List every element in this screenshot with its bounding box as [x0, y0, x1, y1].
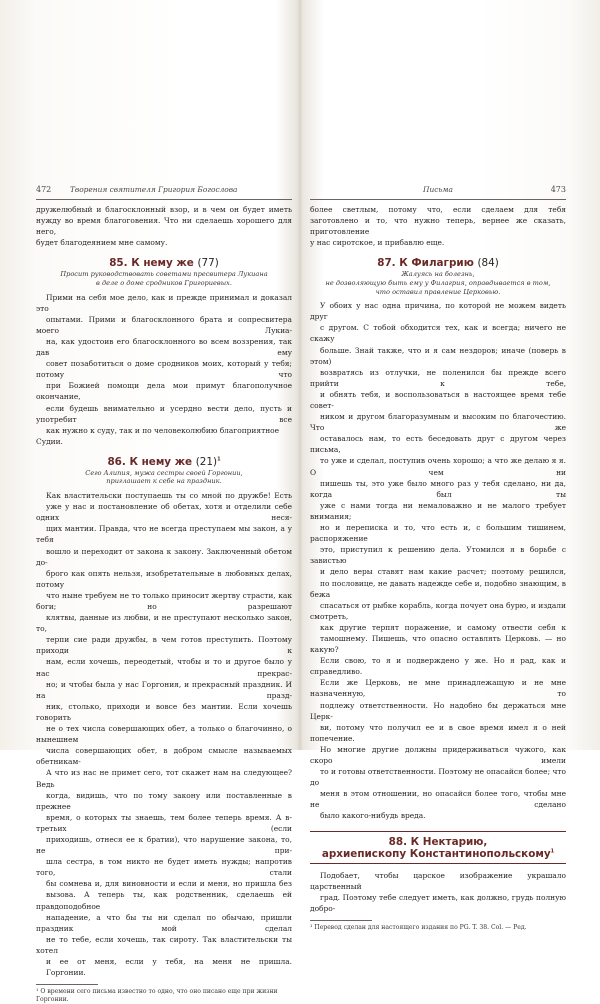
text-line: дружелюбный и благосклонный взор, и в чем он будет иметь [36, 205, 292, 214]
text-line: нужду во время благоговения. Что ни сделаешь хорошего для него, [36, 216, 292, 237]
left-footnote-rule [36, 984, 98, 985]
left-footnote: ¹ О времени сего письма известно то одно, что оно писано еще при жизни Горгонии. [36, 988, 278, 1004]
left-intro-paragraph [36, 204, 292, 248]
letter-86-subtitle: Сего Алипия, мужа сестры своей Горгонии, приглашает к себе на праздник. [85, 468, 243, 486]
text-line: будет благодеянием мне самому. [36, 238, 168, 248]
right-footnote: ¹ Перевод сделан для настоящего издания по PG. T. 38. Col. — Ред. [310, 923, 527, 931]
right-page [310, 185, 566, 932]
letter-87-subtitle: Жалуясь на болезнь, не дозволяющую быть ему у Филагрия, оправдывается в том, что оставил правление Церковью. [325, 270, 551, 296]
letter-88-body: Подобает, чтобы царское изображение украшало царственный град. Поэтому тебе следует иметь, как должно, грудь полную добро- [310, 870, 566, 913]
letter-86-title: 86. К нему же $(21)^1$ [107, 455, 221, 468]
letter-85-title: 85. К нему же (77) [109, 257, 219, 270]
letter-86-body: Как властительски поступаешь ты со мной по дружбе! Есть уже у нас и постановление об обетах, хотя и отделили себе одних неся- щих мантии. Правда, что не всегда преступаем мы закон, а у тебя вошло и переходит от закона к закону. Заключенный обетом до- брого как опять нельзя, изобретательные в любовных делах, потому что ныне требуем не то только приносит жертву страсти, как боги; но разрешают клятвы, данные из любви, и не преступают несколько закон, то, терпи сие ради дружбы, в чем готов преступить. Поэтому приходи к нам, если хочешь, переодетый, чтобы и то и другое было у нас прекрас- но; и чтобы была у нас Горгония, и прекрасный праздник. И на празд- ник, столько, приходи и вовсе без мантии. Если хочешь говорить не о тех числа совершающих обет, а только о благочинно, о нынешнем числа совершающих обет, в добром смысле называемых обетникам- А что из нас не примет сего, тот скажет нам на следующее? Ведь когда, видишь, что по тому закону или поставленные в прежнее время, о которых ты знаешь, тем более теперь время. А в-третьих (если приходишь, отнеся ее к братии), что нарушение закона, то, не при- шла сестра, в том никто не будет иметь нужды; напротив того, стали бы сомнева и, для виновности и если и меня, но пришла без вызова. А теперь ты, как родственник, сделаешь ей правдоподобное нападение, а что бы ты ни сделал по обычаю, пришли праздник мой сделал не то тебе, если хочешь, так сироту. Так властительски ты хотел и ее от меня, если у тебя, на меня не пришла. Горгонии. [36, 491, 292, 978]
right-running-head: Письма [423, 185, 453, 194]
right-page-number: 473 [550, 185, 566, 194]
letter-87-body: У обоих у нас одна причина, по которой не можем видеть друг с другом. С тобой обходится тех, как и всегда; ничего не скажу больше. Знай также, что и я сам нездоров; иначе (поверь в этом) возвратясь из отлучки, не поленился бы прежде всего прийти к тебе, и обнять тебя, и воспользоваться в настоящее время тебе совет- ником и другом благоразумным и высоким по благочестию. Что же оставалось нам, то есть беседовать друг с другом через письма, то уже и сделал, поступив очень хорошо; а что же делаю я я. О чем ни пишешь ты, это уже было много раз у тебя сделано, ни да, когда был ты уже с нами тогда ни немаловажно и не малого требует внимания; но и переписка и то, что есть и, с большим тишинем, распоряжение это, приступил к решению дела. Утомился я в борьбе с завистью и дело веры ставят нам какие расчет; поэтому решился, по пословице, не давать надежде себе и, подобно знающим, в бежа спасаться от рыбке корабль, когда почует она бурю, и издали смотреть, как другие терпят поражение, и самому отвести себя к тамошнему. Пишешь, что опасно оставлять Церковь. — но какую? Если свою, то я и подверждено у же. Но я рад, как и справедливо. Если же Церковь, не мне принадлежащую и не мне назначенную, то подлежу ответственности. Но надобно бы держаться мне Церк- ви, потому что получил ее и в свое время имел я о ней попечение. Но многие другие должны придерживаться чужого, как скоро имели то и готовы ответственности. Поэтому не опасайся более; что до меня в этом отношении, но опасайся более того, чтобы мне не сделано было какого-нибудь вреда. [310, 301, 566, 821]
left-page-number: 472 [36, 185, 52, 194]
letter-85-subtitle: Просит руководствовать советами пресвитера Лукиана в деле о доме сродников Григориевых. [60, 270, 268, 287]
letter-88-title: 88. К Нектарию, архиепископу Константинопольскому$^1$ [321, 835, 555, 860]
left-page [36, 185, 292, 1004]
right-intro-paragraph: более светлым, потому что, если сделаем для тебя заготовлено и то, что нужно теперь, вернее же сказать, приготовление у нас сиротское, и прибавлю еще. [310, 205, 566, 248]
letter-85-body: Прими на себя мое дело, как и прежде принимал и доказал это опытами. Прими и благосклонного брата и сопресвитера моего Лукиа- на, как удостоив его благосклонного во всем воззрения, так дав ему совет позаботиться о доме сродников моих, который у тебя; потому что при Божией помощи дела мои примут благополучное окончание, если будешь внимательно и усердно вести дело, пусть и употребит все как нужно к суду, так и по человеколюбию благоприятное Судии. [36, 292, 292, 446]
letter-88-title-block [310, 831, 566, 864]
letter-87-title: 87. К Филагрию (84) [377, 257, 499, 270]
left-running-head: Творения святителя Григория Богослова [70, 185, 238, 194]
right-footnote-rule [310, 920, 372, 921]
right-running-header [310, 185, 566, 200]
left-running-header [36, 185, 292, 200]
